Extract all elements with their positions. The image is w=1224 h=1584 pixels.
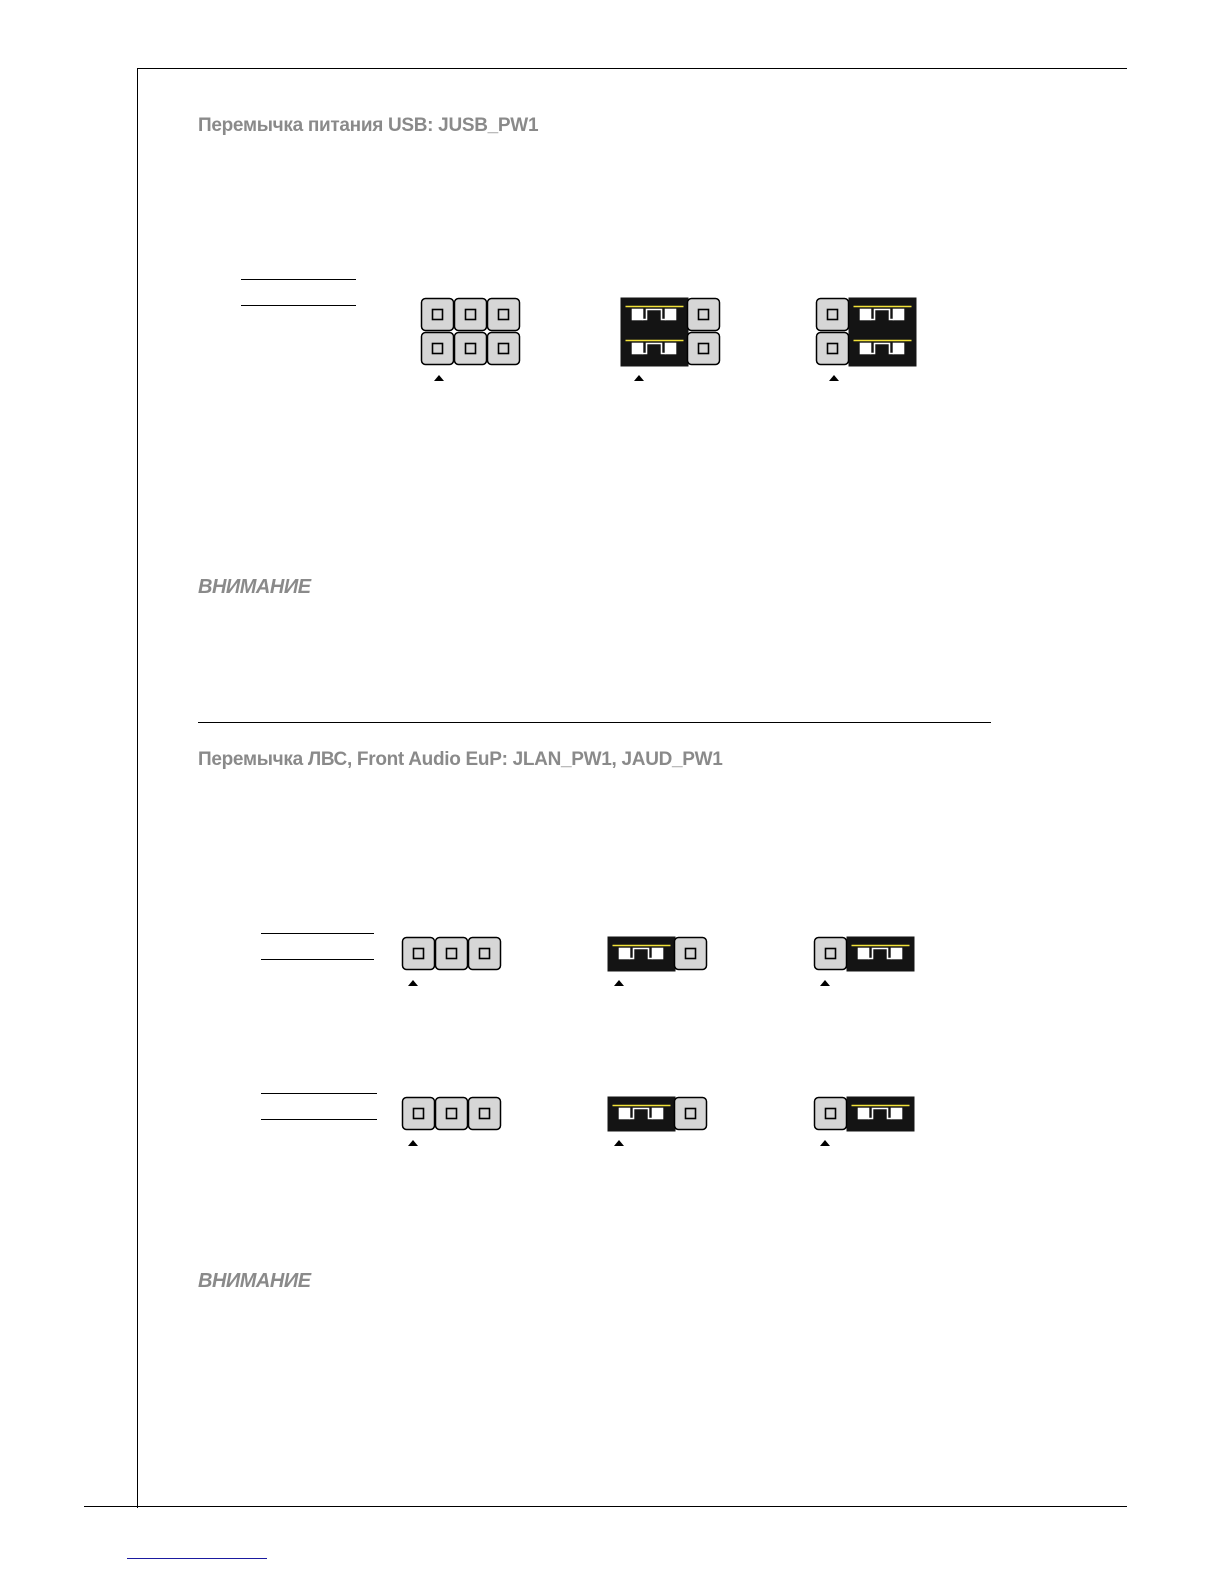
lan-jumper-open	[401, 936, 507, 974]
pin-housing	[455, 333, 487, 365]
footer-link-underline[interactable]	[127, 1558, 267, 1559]
jumper-cap	[849, 298, 917, 333]
pin-housing	[688, 333, 720, 365]
pin	[620, 1109, 630, 1119]
pin	[861, 310, 871, 320]
lan-jumper-2-3	[813, 936, 919, 974]
pin1-marker-icon	[614, 1140, 624, 1146]
pin1-marker-icon	[820, 980, 830, 986]
pin	[666, 310, 676, 320]
lan-label-line-2	[261, 959, 374, 960]
pin1-marker-icon	[614, 980, 624, 986]
jumper-cap	[608, 1097, 676, 1132]
pin-housing	[488, 299, 520, 331]
pin-housing	[403, 938, 435, 970]
pin1-marker-icon	[434, 375, 444, 381]
pin1-marker-icon	[408, 980, 418, 986]
pin	[892, 949, 902, 959]
pin-housing	[403, 1098, 435, 1130]
aud-jumper-open	[401, 1096, 507, 1134]
aud-label-line-2	[261, 1119, 377, 1120]
pin-housing	[675, 1098, 707, 1130]
pin-housing	[469, 1098, 501, 1130]
usb-jumper-open	[420, 297, 526, 367]
section-divider	[198, 722, 991, 723]
aud-label-line-1	[261, 1093, 377, 1094]
pin1-marker-icon	[829, 375, 839, 381]
pin	[633, 344, 643, 354]
pin	[894, 310, 904, 320]
pin	[861, 344, 871, 354]
pin-housing	[488, 333, 520, 365]
jumper-cap	[621, 298, 689, 333]
jumper-cap	[849, 332, 917, 367]
usb-jumper-2-3	[815, 297, 921, 367]
pin	[859, 1109, 869, 1119]
usb-label-line-2	[241, 305, 356, 306]
aud-jumper-2-3	[813, 1096, 919, 1134]
pin	[892, 1109, 902, 1119]
lan-jumper-1-2	[607, 936, 713, 974]
jumper-cap	[621, 332, 689, 367]
lan-label-line-1	[261, 933, 374, 934]
pin-housing	[455, 299, 487, 331]
pin-housing	[815, 1098, 847, 1130]
pin	[894, 344, 904, 354]
pin-housing	[422, 333, 454, 365]
pin1-marker-icon	[820, 1140, 830, 1146]
pin-housing	[675, 938, 707, 970]
pin-housing	[815, 938, 847, 970]
usb-warning-heading: ВНИМАНИЕ	[198, 576, 311, 598]
jumper-cap	[847, 1097, 915, 1132]
aud-jumper-1-2	[607, 1096, 713, 1134]
lan-section-title: Перемычка ЛВС, Front Audio EuP: JLAN_PW1, JAUD_PW1	[198, 749, 723, 770]
pin	[666, 344, 676, 354]
usb-section-title: Перемычка питания USB: JUSB_PW1	[198, 115, 539, 136]
pin-housing	[469, 938, 501, 970]
jumper-cap	[608, 937, 676, 972]
page-left-border	[137, 68, 138, 1508]
lan-warning-heading: ВНИМАНИЕ	[198, 1270, 311, 1292]
pin	[653, 1109, 663, 1119]
pin-housing	[422, 299, 454, 331]
pin	[653, 949, 663, 959]
page-bottom-border	[84, 1506, 1127, 1507]
usb-jumper-1-2	[620, 297, 726, 367]
pin	[633, 310, 643, 320]
pin	[620, 949, 630, 959]
pin-housing	[817, 333, 849, 365]
page-top-border	[137, 68, 1127, 69]
pin-housing	[688, 299, 720, 331]
pin	[859, 949, 869, 959]
pin-housing	[436, 938, 468, 970]
pin-housing	[436, 1098, 468, 1130]
usb-label-line-1	[241, 279, 356, 280]
jumper-cap	[847, 937, 915, 972]
pin-housing	[817, 299, 849, 331]
pin1-marker-icon	[634, 375, 644, 381]
pin1-marker-icon	[408, 1140, 418, 1146]
